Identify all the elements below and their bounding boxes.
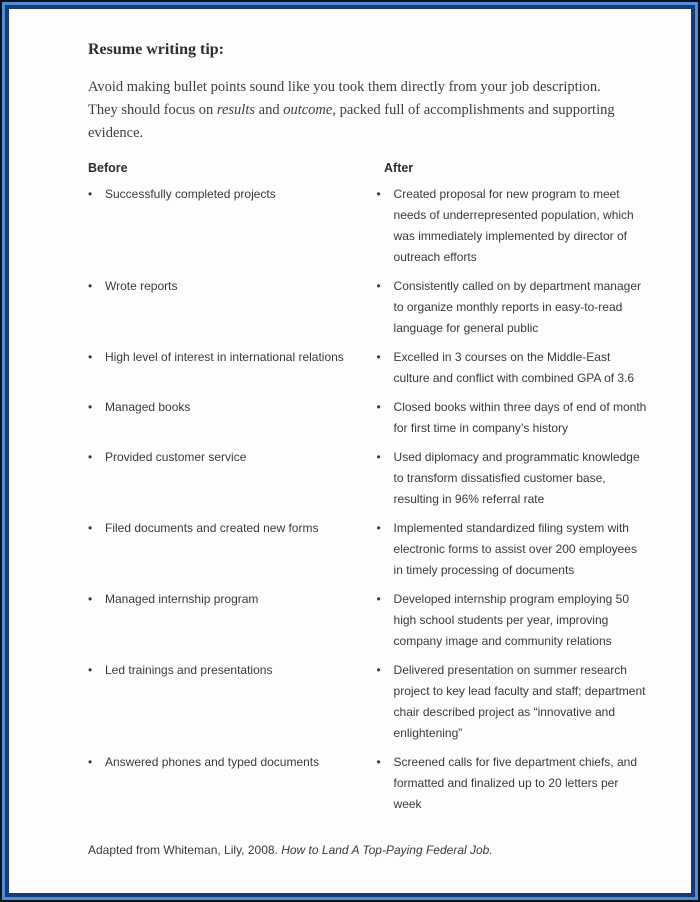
table-row: [88, 347, 647, 389]
table-row: [88, 518, 647, 581]
bullet-icon: •: [376, 521, 381, 535]
before-cell: [88, 518, 377, 539]
after-text: Excelled in 3 courses on the Middle-East culture and conflict with combined GPA of 3.6: [393, 350, 635, 385]
page-frame-dark-navy: [5, 5, 695, 897]
bullet-icon: •: [88, 400, 93, 414]
before-cell: [88, 447, 377, 468]
before-cell: [88, 589, 377, 610]
bullet-icon: •: [88, 521, 93, 535]
bullet-icon: •: [376, 279, 381, 293]
table-row: [88, 660, 647, 744]
bullet-icon: •: [88, 663, 93, 677]
before-text: Successfully completed projects: [105, 187, 276, 201]
document-page: [9, 9, 691, 893]
after-text: Consistently called on by department manager to organize monthly reports in easy-to-read language for general public: [393, 279, 642, 335]
before-cell: [88, 752, 377, 773]
after-cell: [377, 397, 647, 439]
after-cell: [377, 276, 647, 339]
before-cell: [88, 347, 377, 368]
intro-italic-outcome: outcome: [283, 102, 333, 118]
intro-text-3: , packed full of accomplishments and supporting evidence.: [88, 102, 615, 141]
after-cell: [377, 447, 647, 510]
after-text: Delivered presentation on summer research project to key lead faculty and staff; department chair described project as “innovative and enlightening”: [393, 663, 646, 740]
comparison-list: [88, 184, 647, 815]
before-text: Filed documents and created new forms: [105, 521, 319, 535]
bullet-icon: •: [88, 187, 93, 201]
bullet-icon: •: [376, 755, 381, 769]
intro-text-1: Avoid making bullet points sound like you took them directly from your job description. They should focus on: [88, 79, 601, 118]
after-cell: [377, 347, 647, 389]
bullet-icon: •: [88, 279, 93, 293]
citation-book-title: How to Land A Top-Paying Federal Job.: [281, 843, 493, 857]
intro-italic-results: results: [216, 102, 256, 118]
table-row: [88, 752, 647, 815]
page-frame-light-blue: [2, 2, 698, 900]
column-header-after: After: [384, 161, 414, 175]
before-cell: [88, 184, 377, 205]
before-text: Managed internship program: [105, 592, 259, 606]
bullet-icon: •: [376, 592, 381, 606]
after-text: Screened calls for five department chiefs, and formatted and finalized up to 20 letters per week: [393, 755, 637, 811]
bullet-icon: •: [88, 592, 93, 606]
bullet-icon: •: [376, 187, 381, 201]
column-headers: [88, 161, 647, 175]
bullet-icon: •: [88, 450, 93, 464]
after-cell: [377, 184, 647, 268]
after-text: Used diplomacy and programmatic knowledge to transform dissatisfied customer base, resulting in 96% referral rate: [393, 450, 640, 506]
table-row: [88, 397, 647, 439]
after-cell: [377, 660, 647, 744]
bullet-icon: •: [88, 755, 93, 769]
footer-citation: [88, 841, 647, 859]
after-cell: [377, 518, 647, 581]
after-cell: [377, 752, 647, 815]
before-text: Managed books: [105, 400, 191, 414]
bullet-icon: •: [376, 400, 381, 414]
column-header-before: Before: [88, 161, 128, 175]
intro-paragraph: [88, 76, 633, 145]
bullet-icon: •: [376, 350, 381, 364]
before-text: Wrote reports: [105, 279, 178, 293]
after-text: Created proposal for new program to meet needs of underrepresented population, which was immediately implemented by director of outreach efforts: [393, 187, 634, 264]
intro-text-2: and: [255, 102, 284, 118]
table-row: [88, 447, 647, 510]
bullet-icon: •: [88, 350, 93, 364]
before-cell: [88, 660, 377, 681]
after-text: Closed books within three days of end of month for first time in company’s history: [393, 400, 647, 435]
before-cell: [88, 276, 377, 297]
bullet-icon: •: [376, 450, 381, 464]
citation-text: Adapted from Whiteman, Lily, 2008.: [88, 843, 282, 857]
before-text: Provided customer service: [105, 450, 247, 464]
before-text: Led trainings and presentations: [105, 663, 273, 677]
bullet-icon: •: [376, 663, 381, 677]
table-row: [88, 276, 647, 339]
before-text: Answered phones and typed documents: [105, 755, 320, 769]
after-cell: [377, 589, 647, 652]
page-title: Resume writing tip:: [88, 41, 224, 58]
before-cell: [88, 397, 377, 418]
table-row: [88, 589, 647, 652]
after-text: Developed internship program employing 50 high school students per year, improving company image and community relations: [393, 592, 630, 648]
after-text: Implemented standardized filing system with electronic forms to assist over 200 employees in timely processing of documents: [393, 521, 637, 577]
before-text: High level of interest in international relations: [105, 350, 344, 364]
table-row: [88, 184, 647, 268]
